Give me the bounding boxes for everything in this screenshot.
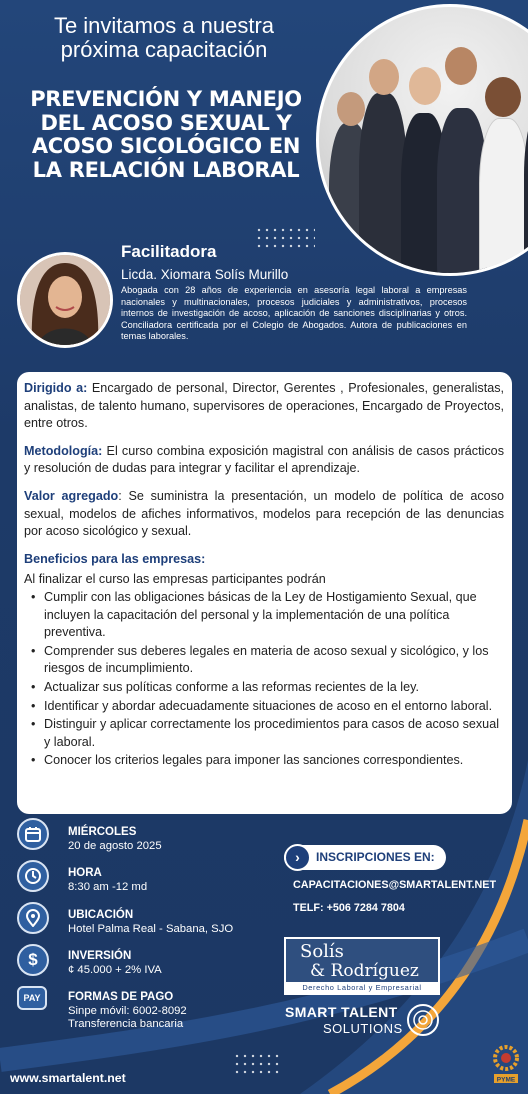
price-info	[17, 944, 277, 978]
facilitator-avatar	[17, 252, 113, 348]
decorative-dots	[255, 226, 315, 250]
registration-label: INSCRIPCIONES EN:	[316, 850, 435, 864]
dollar-icon: $	[17, 944, 49, 976]
value-label: Valor agregado	[24, 488, 119, 503]
benefit-item: • Comprender sus deberes legales en materia de acoso sexual y sicológico, y los riesgos de incumplimiento.	[44, 643, 504, 678]
location-info	[17, 902, 277, 936]
time-info	[17, 860, 277, 894]
logo-subtitle: Derecho Laboral y Empresarial	[286, 982, 438, 993]
date-value: 20 de agosto 2025	[68, 840, 162, 852]
pay-icon: PAY	[17, 986, 47, 1010]
value-paragraph	[24, 488, 504, 541]
facilitator-heading: Facilitadora	[121, 242, 217, 261]
facilitator-name: Licda. Xiomara Solís Murillo	[121, 267, 289, 282]
date-info	[17, 818, 277, 852]
method-paragraph	[24, 443, 504, 478]
audience-label: Dirigido a:	[24, 381, 88, 395]
method-label: Metodología:	[24, 443, 103, 458]
benefit-item: • Identificar y abordar adecuadamente situaciones de acoso en el entorno laboral.	[44, 698, 504, 716]
target-icon	[407, 1004, 439, 1036]
facilitator-bio: Abogada con 28 años de experiencia en asesoría legal laboral a empresas nacionales y multinacionales, procesos judiciales y administrativos, procesos internos de investigación de acoso, aplicación de sanciones disciplinarias y otros. Conciliadora certificada por el Colegio de Abogados. Autora de publicaciones en temas laborales.	[121, 285, 467, 342]
benefit-item: • Conocer los criterios legales para imponer las sanciones correspondientes.	[44, 752, 504, 770]
price-label: INVERSIÓN	[68, 950, 132, 962]
intro-text: Te invitamos a nuestra próxima capacitación	[53, 13, 275, 62]
benefit-item: • Cumplir con las obligaciones básicas de la Ley de Hostigamiento Sexual, que incluyen la capacitación del personal y la implementación de una política preventiva.	[44, 589, 504, 642]
benefit-item: • Distinguir y aplicar correctamente los procedimientos para casos de acoso sexual y laboral.	[44, 716, 504, 751]
pyme-logo	[492, 1044, 520, 1084]
time-label: HORA	[68, 867, 102, 879]
audience-paragraph	[24, 380, 504, 433]
location-pin-icon	[17, 902, 49, 934]
registration-email[interactable]: CAPACITACIONES@SMARTALENT.NET	[293, 879, 497, 891]
benefits-intro: Al finalizar el curso las empresas participantes podrán	[24, 572, 326, 587]
website-link[interactable]: www.smartalent.net	[10, 1071, 126, 1085]
price-value: ¢ 45.000 + 2% IVA	[68, 964, 162, 976]
location-label: UBICACIÓN	[68, 909, 134, 921]
value-text: : Se suministra la presentación, un modelo de política de acoso sexual, modelos de afiches informativos, modelos para recepción de las denuncias por acoso sicológico y sexual.	[24, 488, 504, 539]
calendar-icon	[17, 818, 49, 850]
day-label: MIÉRCOLES	[68, 826, 137, 838]
course-title: PREVENCIÓN Y MANEJO DEL ACOSO SEXUAL Y ACOSO SICOLÓGICO EN LA RELACIÓN LABORAL	[30, 87, 302, 182]
course-details-card	[17, 372, 512, 814]
smart-talent-sub: SOLUTIONS	[323, 1021, 403, 1036]
registration-badge	[284, 845, 446, 870]
decorative-dots	[233, 1052, 281, 1076]
payment-sinpe: Sinpe móvil: 6002-8092	[68, 1005, 187, 1017]
method-text: El curso combina exposición magistral con análisis de casos prácticos y resolución de dudas para integrar y facilitar el aprendizaje.	[24, 443, 504, 476]
logo-line-2: & Rodríguez	[310, 961, 419, 981]
pyme-text: PYME	[496, 1076, 516, 1084]
chevron-right-icon: ›	[284, 844, 311, 871]
audience-text: Encargado de personal, Director, Gerentes , Profesionales, generalistas, analistas, de talento humano, supervisores de operaciones, Encargado de Proyectos, entre otros.	[24, 381, 504, 431]
benefits-title: Beneficios para las empresas:	[24, 551, 206, 566]
clock-icon	[17, 860, 49, 892]
payment-info	[17, 986, 277, 1030]
solis-rodriguez-logo	[284, 937, 440, 995]
payment-transfer: Transferencia bancaria	[68, 1018, 184, 1030]
location-value: Hotel Palma Real - Sabana, SJO	[68, 923, 234, 935]
payment-label: FORMAS DE PAGO	[68, 991, 174, 1003]
registration-phone[interactable]: TELF: +506 7284 7804	[293, 902, 405, 914]
benefits-list	[24, 589, 504, 770]
benefit-item: • Actualizar sus políticas conforme a las reformas recientes de la ley.	[44, 679, 504, 697]
time-value: 8:30 am -12 md	[68, 881, 148, 893]
logo-line-1: Solís	[300, 941, 344, 962]
smart-talent-logo	[285, 1004, 441, 1040]
smart-talent-name: SMART TALENT	[285, 1004, 398, 1020]
